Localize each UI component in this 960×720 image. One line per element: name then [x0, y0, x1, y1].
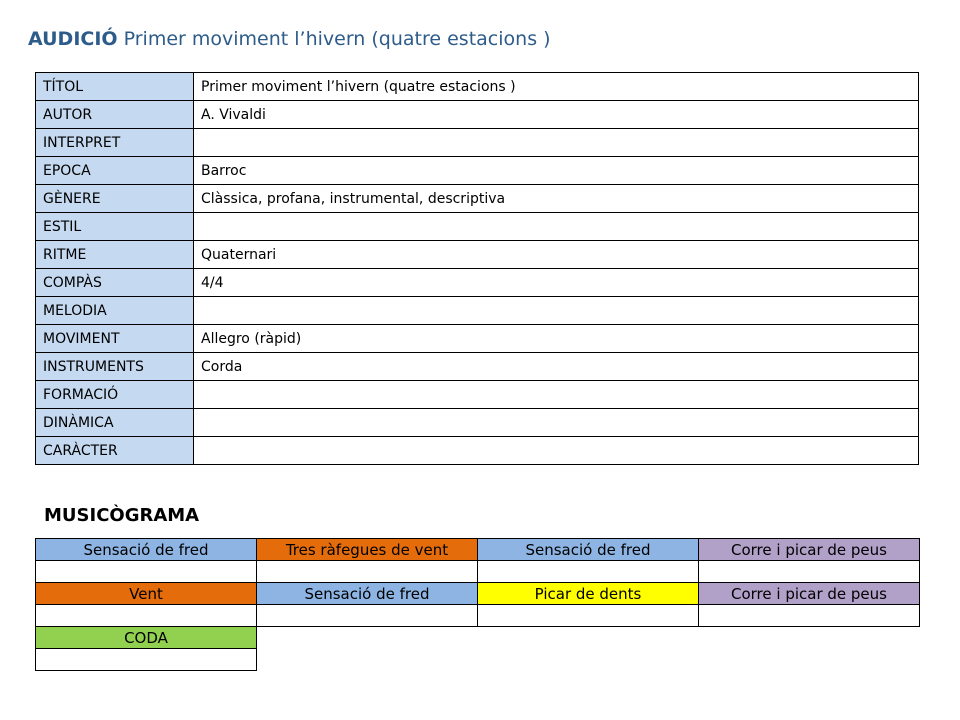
musicograma-cell: CODA [36, 627, 257, 649]
row-label: MOVIMENT [36, 325, 194, 353]
row-label: FORMACIÓ [36, 381, 194, 409]
table-row [36, 157, 919, 185]
blank-space [699, 649, 920, 671]
empty-cell [36, 561, 257, 583]
empty-cell [478, 605, 699, 627]
row-label: INSTRUMENTS [36, 353, 194, 381]
table-row [36, 185, 919, 213]
row-value: Clàssica, profana, instrumental, descriptiva [194, 185, 919, 213]
musicograma-table [35, 538, 920, 671]
musicograma-cell: Tres ràfegues de vent [257, 539, 478, 561]
musicograma-row [36, 539, 920, 561]
empty-cell [36, 649, 257, 671]
row-value: Barroc [194, 157, 919, 185]
empty-cell [699, 605, 920, 627]
row-value [194, 297, 919, 325]
table-row [36, 269, 919, 297]
row-label: AUTOR [36, 101, 194, 129]
table-row [36, 381, 919, 409]
empty-cell [36, 605, 257, 627]
row-value: Primer moviment l’hivern (quatre estacions ) [194, 73, 919, 101]
table-row [36, 241, 919, 269]
row-value: Quaternari [194, 241, 919, 269]
title-bold: AUDICIÓ [28, 28, 118, 50]
musicograma-cell: Sensació de fred [36, 539, 257, 561]
blank-space [257, 649, 478, 671]
row-value [194, 381, 919, 409]
info-table [35, 72, 919, 465]
row-label: INTERPRET [36, 129, 194, 157]
blank-space [478, 627, 699, 649]
row-value: Corda [194, 353, 919, 381]
table-row [36, 101, 919, 129]
table-row [36, 353, 919, 381]
row-value: Allegro (ràpid) [194, 325, 919, 353]
blank-space [257, 627, 478, 649]
musicograma-cell: Corre i picar de peus [699, 583, 920, 605]
row-value: A. Vivaldi [194, 101, 919, 129]
row-label: GÈNERE [36, 185, 194, 213]
musicograma-empty-row [36, 605, 920, 627]
musicograma-heading: MUSICÒGRAMA [44, 505, 200, 526]
table-row [36, 437, 919, 465]
table-row [36, 73, 919, 101]
row-label: EPOCA [36, 157, 194, 185]
musicograma-cell: Corre i picar de peus [699, 539, 920, 561]
musicograma-row [36, 583, 920, 605]
musicograma-cell: Picar de dents [478, 583, 699, 605]
empty-cell [257, 605, 478, 627]
empty-cell [257, 561, 478, 583]
row-label: MELODIA [36, 297, 194, 325]
empty-cell [478, 561, 699, 583]
row-value [194, 437, 919, 465]
row-value [194, 409, 919, 437]
musicograma-cell: Sensació de fred [257, 583, 478, 605]
row-label: RITME [36, 241, 194, 269]
empty-cell [699, 561, 920, 583]
blank-space [478, 649, 699, 671]
table-row [36, 213, 919, 241]
row-value [194, 213, 919, 241]
musicograma-cell: Vent [36, 583, 257, 605]
table-row [36, 409, 919, 437]
table-row [36, 325, 919, 353]
musicograma-empty-row [36, 649, 920, 671]
row-label: DINÀMICA [36, 409, 194, 437]
table-row [36, 297, 919, 325]
musicograma-cell: Sensació de fred [478, 539, 699, 561]
row-value [194, 129, 919, 157]
row-value: 4/4 [194, 269, 919, 297]
page-title [28, 28, 551, 50]
row-label: ESTIL [36, 213, 194, 241]
title-rest: Primer moviment l’hivern (quatre estacions ) [123, 28, 551, 50]
blank-space [699, 627, 920, 649]
row-label: CARÀCTER [36, 437, 194, 465]
musicograma-empty-row [36, 561, 920, 583]
musicograma-row [36, 627, 920, 649]
row-label: TÍTOL [36, 73, 194, 101]
table-row [36, 129, 919, 157]
row-label: COMPÀS [36, 269, 194, 297]
